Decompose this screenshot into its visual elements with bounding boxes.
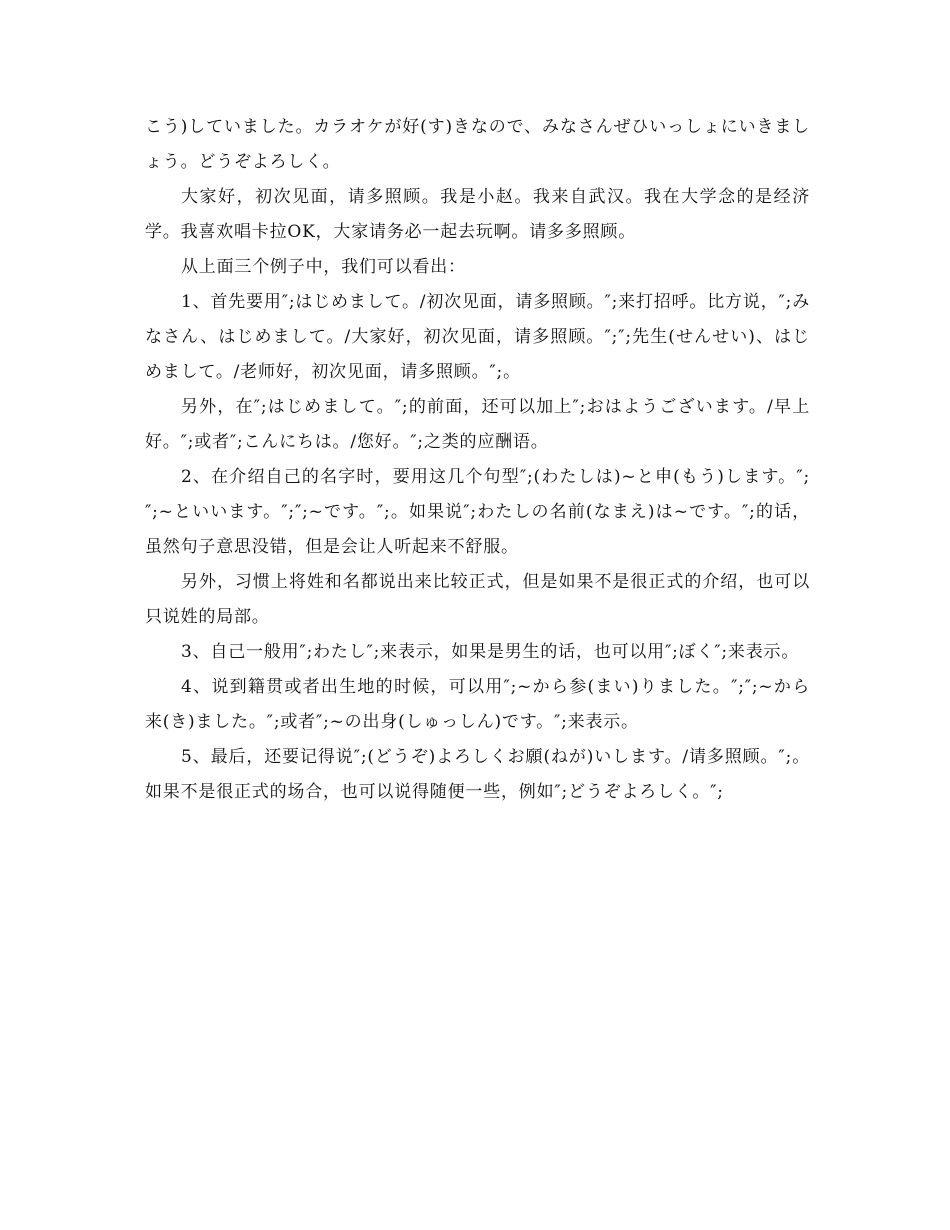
paragraph-7: 另外，习惯上将姓和名都说出来比较正式，但是如果不是很正式的介绍，也可以只说姓的局部。 [145, 572, 810, 627]
paragraph-8: 3、自己一般用″;わたし″;来表示，如果是男生的话，也可以用″;ぼく″;来表示。 [181, 642, 800, 662]
paragraph-5: 另外，在″;はじめまして。″;的前面，还可以加上″;おはようございます。/早上好。″;或者″;こんにちは。/您好。″;之类的应酬语。 [145, 397, 810, 452]
paragraph-6: 2、在介绍自己的名字时，要用这几个句型″;(わたしは)~と申(もう)します。″;″;~といいます。″;″;~です。″;。如果说″;わたしの名前(なまえ)は~です。″;的话，虽然句子意思没错，但是会让人听起来不舒服。 [145, 467, 810, 557]
paragraph-3: 从上面三个例子中，我们可以看出： [181, 257, 466, 277]
paragraph-4: 1、首先要用″;はじめまして。/初次见面，请多照顾。″;来打招呼。比方说，″;みなさん、はじめまして。/大家好，初次见面，请多照顾。″;″;先生(せんせい)、はじめまして。/老师好，初次见面，请多照顾。″;。 [145, 292, 810, 382]
document-body [145, 110, 810, 810]
paragraph-1: こう)していました。カラオケが好(す)きなので、みなさんぜひいっしょにいきましょう。どうぞよろしく。 [145, 117, 810, 172]
paragraph-10: 5、最后，还要记得说″;(どうぞ)よろしくお願(ねが)いします。/请多照顾。″;。如果不是很正式的场合，也可以说得随便一些，例如″;どうぞよろしく。″; [145, 747, 810, 802]
paragraph-2: 大家好，初次见面，请多照顾。我是小赵。我来自武汉。我在大学念的是经济学。我喜欢唱卡拉OK，大家请务必一起去玩啊。请多多照顾。 [145, 187, 810, 242]
paragraph-9: 4、说到籍贯或者出生地的时候，可以用″;~から参(まい)りました。″;″;~から来(き)ました。″;或者″;~の出身(しゅっしん)です。″;来表示。 [145, 677, 810, 732]
